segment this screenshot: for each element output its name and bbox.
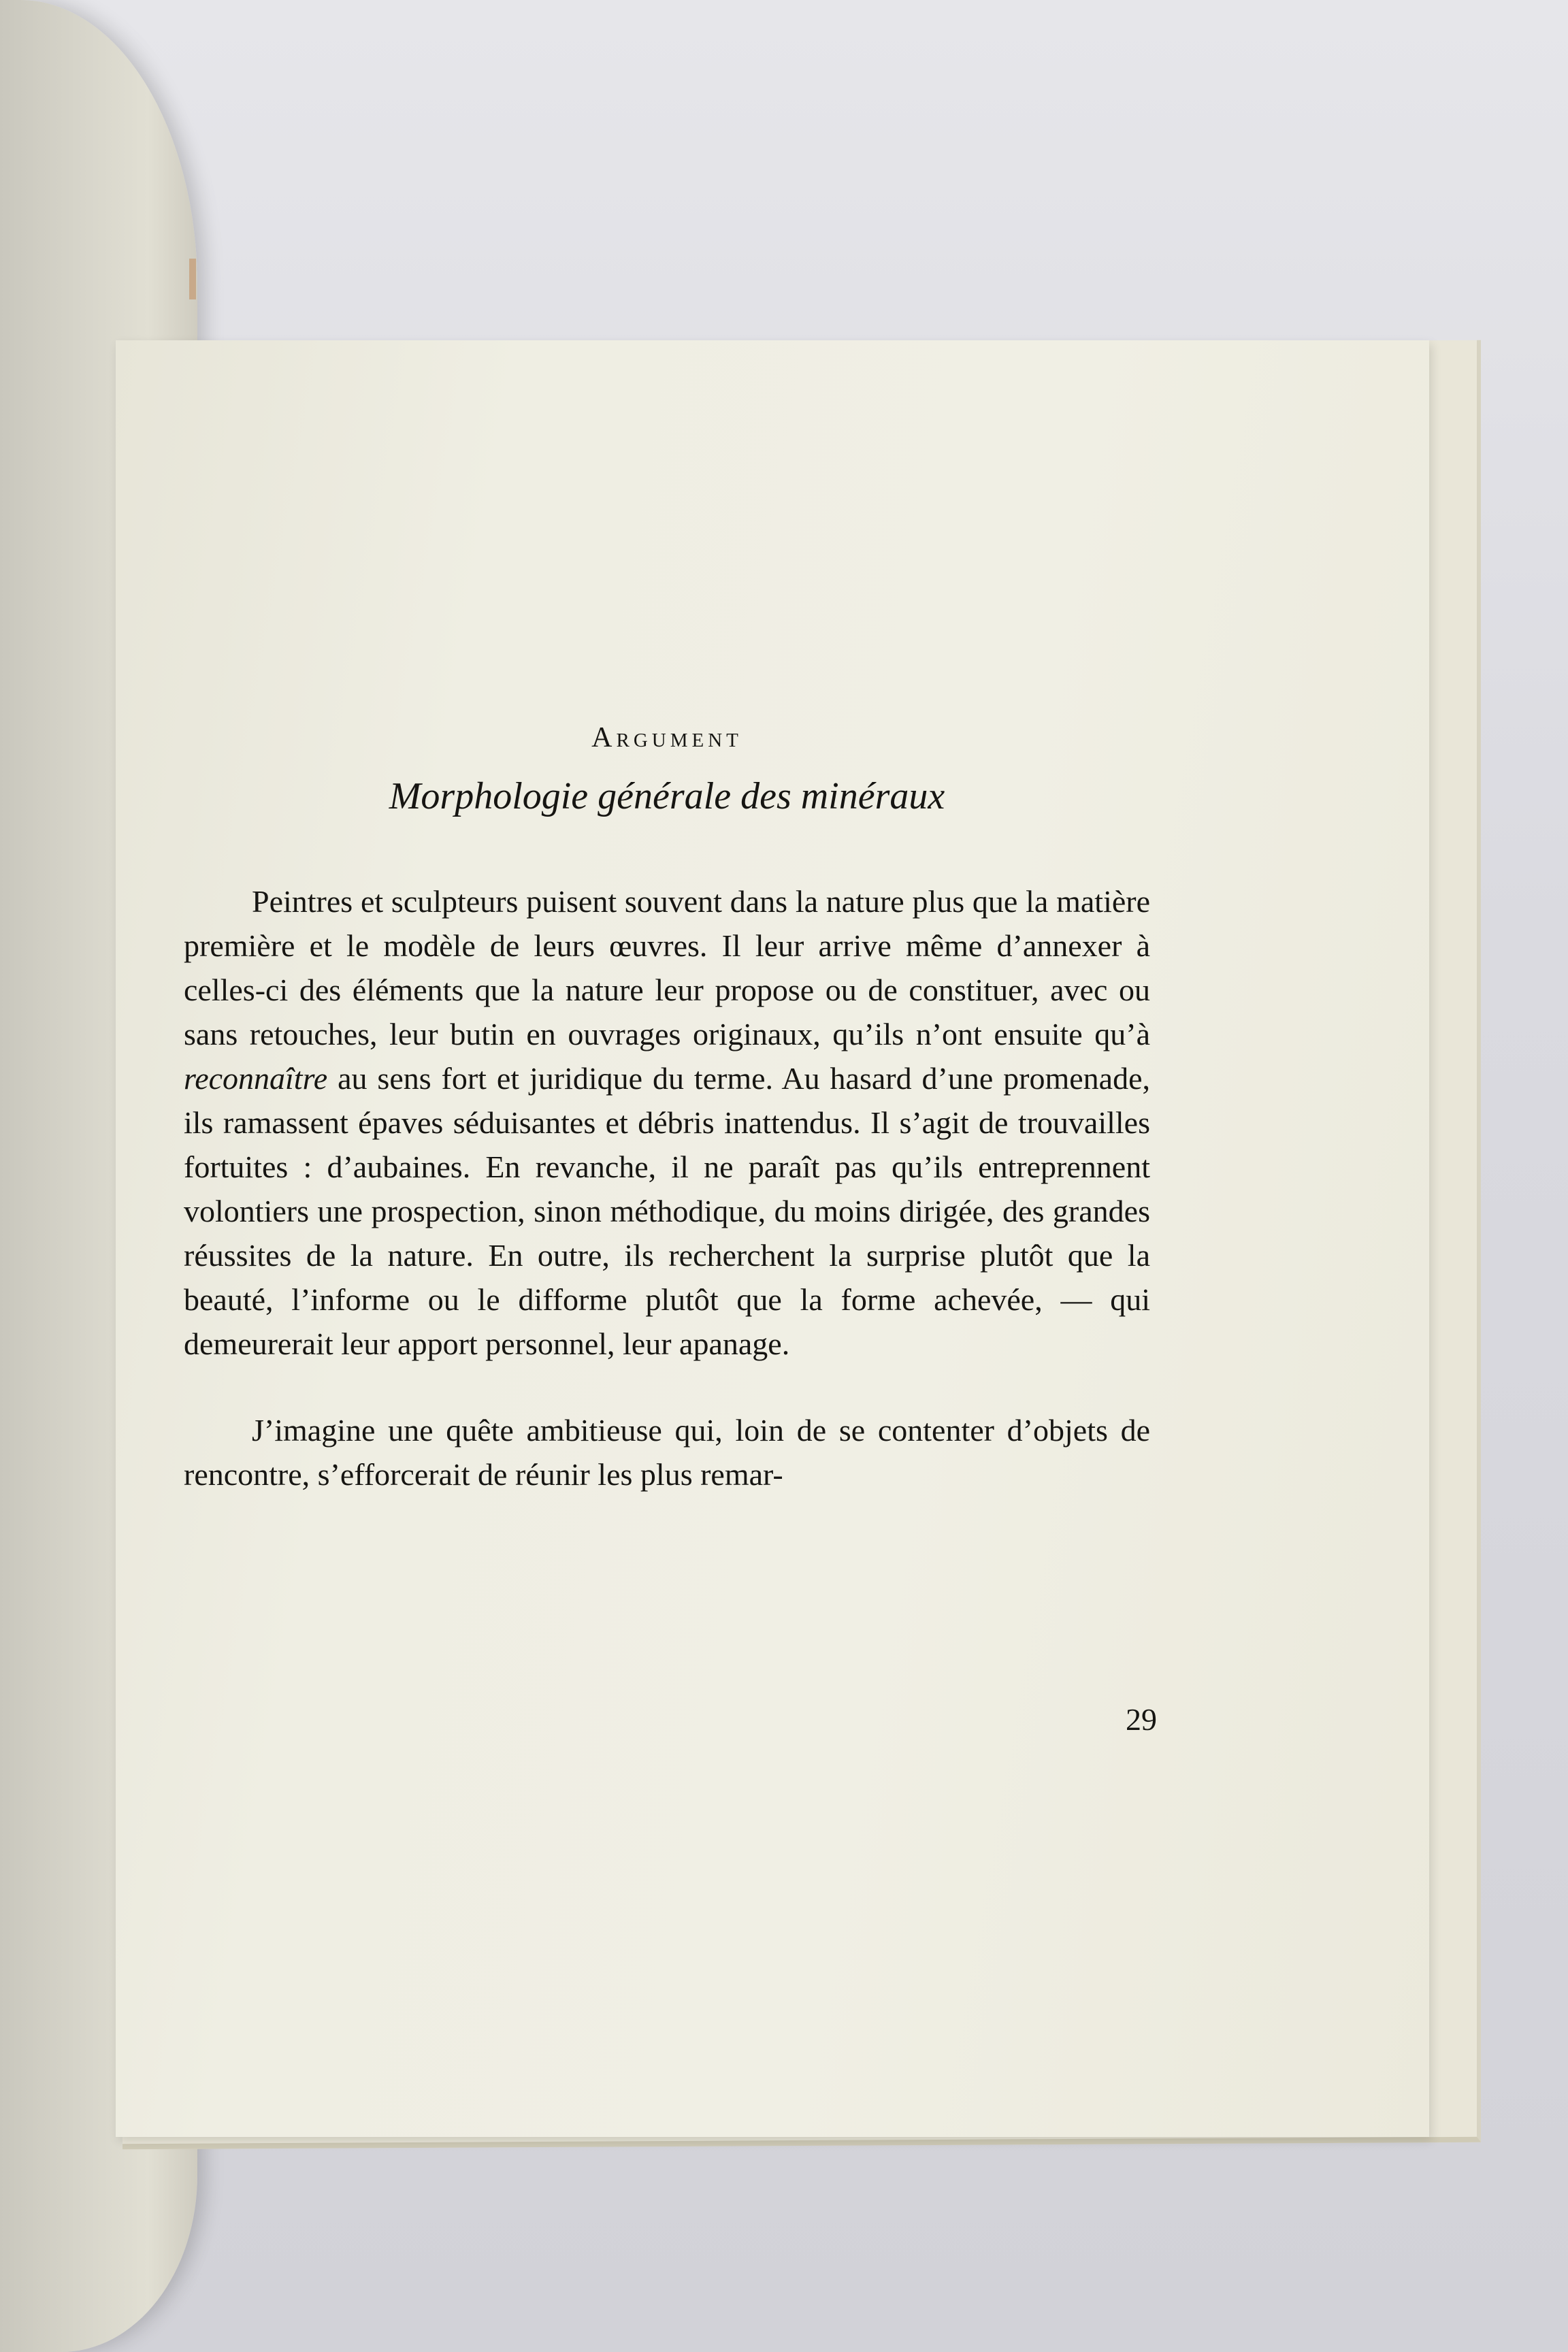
paragraph-1-text-b: au sens fort et juridique du terme. Au hasard d’une promenade, ils ramassent épaves séduisantes et débris inattendus. Il s’agit de trouvailles fortuites : d’aubaines. En revanche, il ne paraît pas qu’ils entreprennent volontiers une prospection, sinon méthodique, du moins dirigée, des grandes réussites de la nature. En outre, ils recherchent la surprise plutôt que la beauté, l’informe ou le difforme plutôt que la forme achevée, — qui demeurerait leur apport personnel, leur apanage.: [184, 1061, 1150, 1361]
paragraph-1: [184, 879, 1150, 1366]
left-page-edge: [189, 259, 196, 299]
section-heading: Argument: [591, 722, 742, 753]
paragraph-1-italic-word: reconnaître: [184, 1061, 328, 1096]
page-content: [184, 721, 1150, 1497]
page-number: 29: [1126, 1702, 1157, 1737]
section-subtitle: Morphologie générale des minéraux: [389, 775, 945, 817]
paragraph-1-text-a: Peintres et sculpteurs puisent souvent dans la nature plus que la matière première et le modèle de leurs œuvres. Il leur arrive même d’annexer à celles-ci des éléments que la nature leur propose ou de constituer, avec ou sans retouches, leur butin en ouvrages originaux, qu’ils n’ont ensuite qu’à: [184, 884, 1150, 1051]
paragraph-gap: [184, 1366, 1150, 1408]
paragraph-2: J’imagine une quête ambitieuse qui, loin de se contenter d’objets de rencontre, s’efforcerait de réunir les plus remar-: [184, 1413, 1150, 1492]
